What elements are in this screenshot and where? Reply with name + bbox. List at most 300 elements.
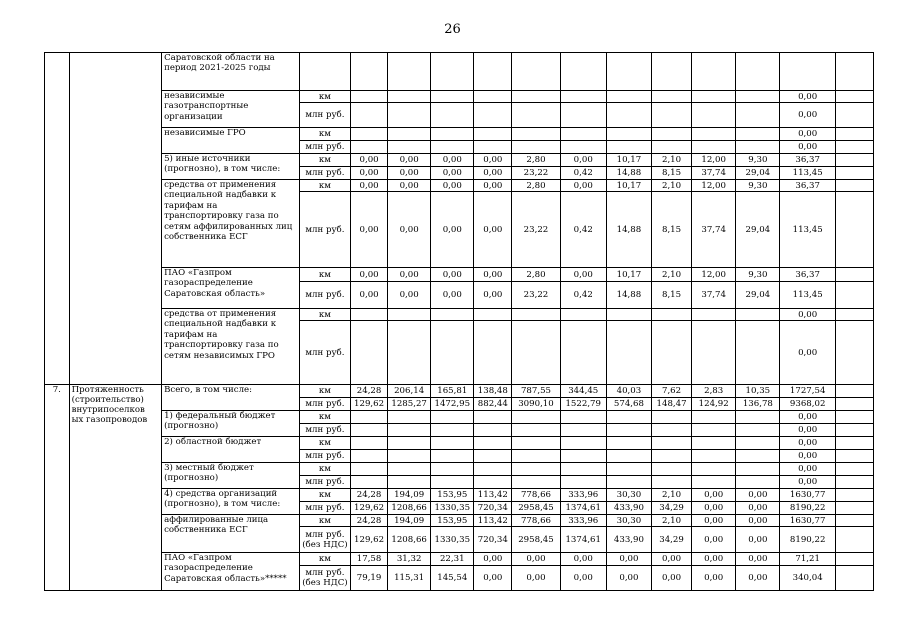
year-value-cell xyxy=(560,321,606,385)
row-label: независимые газотранспортные организации xyxy=(162,91,300,128)
year-value-cell: 0,00 xyxy=(652,566,692,591)
year-value-cell: 113,42 xyxy=(474,489,512,502)
total-cell: 1630,77 xyxy=(780,515,835,527)
year-value-cell: 0,00 xyxy=(351,154,388,167)
year-value-cell: 2,83 xyxy=(692,385,736,398)
year-value-cell xyxy=(351,450,388,463)
year-value-cell xyxy=(736,53,780,91)
year-value-cell: 0,00 xyxy=(512,566,560,591)
year-value-cell xyxy=(736,128,780,141)
year-value-cell: 0,42 xyxy=(560,192,606,268)
empty-cell xyxy=(835,167,873,180)
year-value-cell xyxy=(388,424,431,437)
year-value-cell xyxy=(388,437,431,450)
year-value-cell xyxy=(560,103,606,128)
year-value-cell: 24,28 xyxy=(351,515,388,527)
year-value-cell xyxy=(512,476,560,489)
unit-cell: млн руб. xyxy=(299,398,350,411)
year-value-cell xyxy=(736,424,780,437)
year-value-cell: 34,29 xyxy=(652,527,692,553)
row-label: ПАО «Газпром газораспределение Саратовская область» xyxy=(162,268,300,309)
row-label: независимые ГРО xyxy=(162,128,300,154)
year-value-cell xyxy=(351,309,388,321)
year-value-cell: 14,88 xyxy=(606,192,651,268)
empty-cell xyxy=(835,268,873,282)
year-value-cell: 882,44 xyxy=(474,398,512,411)
year-value-cell xyxy=(512,103,560,128)
year-value-cell: 22,31 xyxy=(431,553,474,566)
year-value-cell: 0,00 xyxy=(474,566,512,591)
year-value-cell: 0,00 xyxy=(692,527,736,553)
year-value-cell: 145,54 xyxy=(431,566,474,591)
year-value-cell xyxy=(560,424,606,437)
year-value-cell: 30,30 xyxy=(606,489,651,502)
year-value-cell: 3090,10 xyxy=(512,398,560,411)
year-value-cell: 37,74 xyxy=(692,192,736,268)
year-value-cell: 1285,27 xyxy=(388,398,431,411)
year-value-cell: 1522,79 xyxy=(560,398,606,411)
total-cell: 9368,02 xyxy=(780,398,835,411)
row-label: 2) областной бюджет xyxy=(162,437,300,463)
year-value-cell xyxy=(560,463,606,476)
year-value-cell: 30,30 xyxy=(606,515,651,527)
year-value-cell: 9,30 xyxy=(736,154,780,167)
total-cell: 1727,54 xyxy=(780,385,835,398)
table-row xyxy=(45,53,874,91)
year-value-cell: 0,00 xyxy=(736,527,780,553)
year-value-cell xyxy=(692,450,736,463)
year-value-cell xyxy=(560,437,606,450)
total-cell: 71,21 xyxy=(780,553,835,566)
total-cell: 0,00 xyxy=(780,450,835,463)
year-value-cell: 0,00 xyxy=(736,566,780,591)
year-value-cell xyxy=(474,437,512,450)
year-value-cell: 0,00 xyxy=(736,489,780,502)
year-value-cell: 0,00 xyxy=(351,167,388,180)
year-value-cell: 787,55 xyxy=(512,385,560,398)
year-value-cell: 0,00 xyxy=(474,553,512,566)
year-value-cell xyxy=(351,411,388,424)
year-value-cell xyxy=(606,411,651,424)
year-value-cell: 0,00 xyxy=(388,180,431,192)
total-cell: 36,37 xyxy=(780,268,835,282)
year-value-cell xyxy=(652,91,692,103)
year-value-cell xyxy=(606,91,651,103)
total-cell: 1630,77 xyxy=(780,489,835,502)
year-value-cell: 0,00 xyxy=(692,489,736,502)
year-value-cell xyxy=(474,321,512,385)
year-value-cell: 2,10 xyxy=(652,268,692,282)
year-value-cell: 0,00 xyxy=(474,192,512,268)
year-value-cell: 12,00 xyxy=(692,154,736,167)
year-value-cell xyxy=(652,128,692,141)
year-value-cell xyxy=(512,424,560,437)
year-value-cell xyxy=(431,424,474,437)
year-value-cell xyxy=(652,476,692,489)
year-value-cell: 0,00 xyxy=(474,180,512,192)
unit-cell: км xyxy=(299,553,350,566)
year-value-cell: 0,00 xyxy=(388,154,431,167)
year-value-cell: 2,10 xyxy=(652,154,692,167)
unit-cell: км xyxy=(299,180,350,192)
empty-cell xyxy=(835,411,873,424)
year-value-cell: 17,58 xyxy=(351,553,388,566)
year-value-cell: 10,17 xyxy=(606,154,651,167)
unit-cell: млн руб. (без НДС) xyxy=(299,527,350,553)
year-value-cell: 23,22 xyxy=(512,282,560,309)
total-cell: 0,00 xyxy=(780,321,835,385)
year-value-cell xyxy=(652,463,692,476)
year-value-cell xyxy=(388,53,431,91)
year-value-cell: 148,47 xyxy=(652,398,692,411)
year-value-cell xyxy=(474,463,512,476)
year-value-cell: 0,00 xyxy=(351,282,388,309)
year-value-cell: 0,00 xyxy=(388,268,431,282)
year-value-cell xyxy=(606,321,651,385)
year-value-cell xyxy=(652,309,692,321)
unit-cell: млн руб. xyxy=(299,192,350,268)
year-value-cell: 0,00 xyxy=(431,154,474,167)
unit-cell: млн руб. xyxy=(299,321,350,385)
year-value-cell: 1330,35 xyxy=(431,527,474,553)
year-value-cell: 8,15 xyxy=(652,167,692,180)
year-value-cell: 0,00 xyxy=(692,566,736,591)
year-value-cell xyxy=(431,141,474,154)
unit-cell: км xyxy=(299,489,350,502)
total-cell: 0,00 xyxy=(780,476,835,489)
year-value-cell xyxy=(652,321,692,385)
year-value-cell: 206,14 xyxy=(388,385,431,398)
year-value-cell: 574,68 xyxy=(606,398,651,411)
year-value-cell: 1208,66 xyxy=(388,527,431,553)
year-value-cell: 1208,66 xyxy=(388,502,431,515)
year-value-cell xyxy=(474,128,512,141)
year-value-cell: 0,42 xyxy=(560,167,606,180)
year-value-cell: 136,78 xyxy=(736,398,780,411)
year-value-cell xyxy=(736,476,780,489)
year-value-cell: 37,74 xyxy=(692,167,736,180)
row-label: средства от применения специальной надбавки к тарифам на транспортировку газа по сетям аффилированных лиц собственника ЕСГ xyxy=(162,180,300,268)
year-value-cell xyxy=(351,424,388,437)
row-label: 1) федеральный бюджет (прогнозно) xyxy=(162,411,300,437)
year-value-cell xyxy=(431,321,474,385)
row-label: 3) местный бюджет (прогнозно) xyxy=(162,463,300,489)
year-value-cell: 344,45 xyxy=(560,385,606,398)
table-row xyxy=(45,515,874,527)
row-label: ПАО «Газпром газораспределение Саратовская область»***** xyxy=(162,553,300,591)
row-label: 4) средства организаций (прогнозно), в том числе: xyxy=(162,489,300,515)
year-value-cell xyxy=(692,411,736,424)
unit-cell: млн руб. xyxy=(299,424,350,437)
year-value-cell: 0,00 xyxy=(388,167,431,180)
year-value-cell xyxy=(388,103,431,128)
year-value-cell: 0,00 xyxy=(388,192,431,268)
year-value-cell xyxy=(560,53,606,91)
year-value-cell: 2,80 xyxy=(512,180,560,192)
item-number-cell: 7. xyxy=(45,385,70,591)
total-cell: 36,37 xyxy=(780,154,835,167)
year-value-cell xyxy=(606,476,651,489)
unit-cell: км xyxy=(299,268,350,282)
year-value-cell xyxy=(512,141,560,154)
year-value-cell xyxy=(560,450,606,463)
table-row xyxy=(45,180,874,192)
year-value-cell: 0,00 xyxy=(474,167,512,180)
year-value-cell: 0,00 xyxy=(560,180,606,192)
total-cell: 0,00 xyxy=(780,91,835,103)
year-value-cell xyxy=(512,91,560,103)
empty-cell xyxy=(835,141,873,154)
empty-cell xyxy=(835,515,873,527)
unit-cell: млн руб. xyxy=(299,141,350,154)
total-cell: 36,37 xyxy=(780,180,835,192)
year-value-cell xyxy=(560,141,606,154)
year-value-cell: 0,00 xyxy=(736,553,780,566)
year-value-cell: 24,28 xyxy=(351,385,388,398)
unit-cell: млн руб. xyxy=(299,103,350,128)
year-value-cell xyxy=(606,53,651,91)
year-value-cell xyxy=(431,463,474,476)
year-value-cell xyxy=(431,128,474,141)
year-value-cell: 40,03 xyxy=(606,385,651,398)
item-number-cell xyxy=(45,53,70,385)
table-row xyxy=(45,154,874,167)
row-label: аффилированные лица собственника ЕСГ xyxy=(162,515,300,553)
unit-cell: км xyxy=(299,463,350,476)
year-value-cell: 23,22 xyxy=(512,167,560,180)
year-value-cell xyxy=(431,437,474,450)
year-value-cell: 0,00 xyxy=(431,167,474,180)
year-value-cell xyxy=(736,309,780,321)
year-value-cell xyxy=(736,450,780,463)
year-value-cell: 194,09 xyxy=(388,489,431,502)
total-cell: 0,00 xyxy=(780,424,835,437)
year-value-cell xyxy=(388,141,431,154)
year-value-cell xyxy=(606,450,651,463)
total-cell: 8190,22 xyxy=(780,502,835,515)
year-value-cell: 0,00 xyxy=(736,515,780,527)
empty-cell xyxy=(835,154,873,167)
table-row xyxy=(45,91,874,103)
unit-cell: млн руб. xyxy=(299,476,350,489)
year-value-cell: 0,00 xyxy=(431,192,474,268)
year-value-cell xyxy=(351,53,388,91)
year-value-cell: 0,00 xyxy=(474,268,512,282)
total-cell: 113,45 xyxy=(780,282,835,309)
year-value-cell: 2,10 xyxy=(652,180,692,192)
year-value-cell: 0,00 xyxy=(351,268,388,282)
year-value-cell xyxy=(474,91,512,103)
year-value-cell xyxy=(736,321,780,385)
item-name-cell xyxy=(69,53,161,385)
year-value-cell: 14,88 xyxy=(606,167,651,180)
year-value-cell xyxy=(736,141,780,154)
year-value-cell xyxy=(474,450,512,463)
year-value-cell: 31,32 xyxy=(388,553,431,566)
total-cell: 340,04 xyxy=(780,566,835,591)
year-value-cell xyxy=(388,463,431,476)
year-value-cell xyxy=(692,463,736,476)
year-value-cell: 29,04 xyxy=(736,282,780,309)
year-value-cell xyxy=(606,437,651,450)
year-value-cell xyxy=(431,450,474,463)
year-value-cell xyxy=(736,463,780,476)
year-value-cell: 720,34 xyxy=(474,502,512,515)
year-value-cell xyxy=(692,437,736,450)
year-value-cell xyxy=(692,424,736,437)
empty-cell xyxy=(835,463,873,476)
year-value-cell xyxy=(431,411,474,424)
year-value-cell: 0,00 xyxy=(431,180,474,192)
empty-cell xyxy=(835,282,873,309)
year-value-cell: 0,42 xyxy=(560,282,606,309)
year-value-cell xyxy=(692,128,736,141)
year-value-cell: 0,00 xyxy=(560,566,606,591)
table-row xyxy=(45,437,874,450)
year-value-cell xyxy=(474,53,512,91)
year-value-cell: 138,48 xyxy=(474,385,512,398)
year-value-cell xyxy=(606,463,651,476)
unit-cell xyxy=(299,53,350,91)
total-cell: 0,00 xyxy=(780,463,835,476)
year-value-cell xyxy=(652,141,692,154)
year-value-cell xyxy=(512,450,560,463)
year-value-cell: 8,15 xyxy=(652,282,692,309)
year-value-cell: 0,00 xyxy=(512,553,560,566)
empty-cell xyxy=(835,424,873,437)
year-value-cell xyxy=(351,321,388,385)
year-value-cell xyxy=(351,437,388,450)
year-value-cell: 7,62 xyxy=(652,385,692,398)
year-value-cell: 0,00 xyxy=(431,282,474,309)
table-row xyxy=(45,463,874,476)
unit-cell: км xyxy=(299,437,350,450)
year-value-cell: 129,62 xyxy=(351,527,388,553)
year-value-cell xyxy=(692,321,736,385)
total-cell: 0,00 xyxy=(780,128,835,141)
year-value-cell: 2,80 xyxy=(512,268,560,282)
year-value-cell: 1374,61 xyxy=(560,502,606,515)
year-value-cell: 0,00 xyxy=(692,553,736,566)
year-value-cell xyxy=(736,437,780,450)
year-value-cell xyxy=(512,53,560,91)
year-value-cell xyxy=(692,103,736,128)
empty-cell xyxy=(835,476,873,489)
year-value-cell xyxy=(351,141,388,154)
total-cell: 113,45 xyxy=(780,167,835,180)
empty-cell xyxy=(835,437,873,450)
year-value-cell xyxy=(388,321,431,385)
unit-cell: км xyxy=(299,91,350,103)
total-cell: 0,00 xyxy=(780,437,835,450)
total-cell: 0,00 xyxy=(780,103,835,128)
year-value-cell xyxy=(388,450,431,463)
table-row xyxy=(45,309,874,321)
year-value-cell xyxy=(692,53,736,91)
year-value-cell: 129,62 xyxy=(351,502,388,515)
year-value-cell: 0,00 xyxy=(606,566,651,591)
year-value-cell: 37,74 xyxy=(692,282,736,309)
year-value-cell xyxy=(351,128,388,141)
year-value-cell: 0,00 xyxy=(474,282,512,309)
year-value-cell: 10,35 xyxy=(736,385,780,398)
year-value-cell xyxy=(388,476,431,489)
year-value-cell xyxy=(606,103,651,128)
year-value-cell: 778,66 xyxy=(512,515,560,527)
row-label: Всего, в том числе: xyxy=(162,385,300,411)
unit-cell: км xyxy=(299,128,350,141)
year-value-cell: 14,88 xyxy=(606,282,651,309)
year-value-cell xyxy=(692,476,736,489)
year-value-cell: 1330,35 xyxy=(431,502,474,515)
year-value-cell: 720,34 xyxy=(474,527,512,553)
year-value-cell xyxy=(652,53,692,91)
year-value-cell xyxy=(351,91,388,103)
empty-cell xyxy=(835,502,873,515)
year-value-cell xyxy=(431,103,474,128)
empty-cell xyxy=(835,91,873,103)
year-value-cell xyxy=(431,53,474,91)
total-cell: 8190,22 xyxy=(780,527,835,553)
year-value-cell: 0,00 xyxy=(736,502,780,515)
year-value-cell xyxy=(388,411,431,424)
year-value-cell xyxy=(474,411,512,424)
year-value-cell: 8,15 xyxy=(652,192,692,268)
year-value-cell xyxy=(351,463,388,476)
year-value-cell xyxy=(474,103,512,128)
year-value-cell xyxy=(512,437,560,450)
year-value-cell: 79,19 xyxy=(351,566,388,591)
year-value-cell: 433,90 xyxy=(606,502,651,515)
empty-cell xyxy=(835,309,873,321)
year-value-cell xyxy=(474,141,512,154)
year-value-cell xyxy=(736,91,780,103)
year-value-cell xyxy=(692,91,736,103)
year-value-cell: 29,04 xyxy=(736,192,780,268)
year-value-cell: 433,90 xyxy=(606,527,651,553)
year-value-cell: 0,00 xyxy=(560,553,606,566)
year-value-cell xyxy=(652,437,692,450)
year-value-cell xyxy=(512,321,560,385)
budget-table xyxy=(44,52,874,591)
year-value-cell xyxy=(560,309,606,321)
year-value-cell: 2,10 xyxy=(652,489,692,502)
year-value-cell: 9,30 xyxy=(736,268,780,282)
year-value-cell xyxy=(692,309,736,321)
year-value-cell: 29,04 xyxy=(736,167,780,180)
item-name-cell: Протяженность (строительство) внутрипоселков ых газопроводов xyxy=(69,385,161,591)
year-value-cell xyxy=(512,128,560,141)
empty-cell xyxy=(835,553,873,566)
year-value-cell xyxy=(388,128,431,141)
empty-cell xyxy=(835,398,873,411)
unit-cell: млн руб. (без НДС) xyxy=(299,566,350,591)
year-value-cell: 124,92 xyxy=(692,398,736,411)
empty-cell xyxy=(835,321,873,385)
year-value-cell xyxy=(512,309,560,321)
empty-cell xyxy=(835,103,873,128)
unit-cell: млн руб. xyxy=(299,450,350,463)
year-value-cell xyxy=(692,141,736,154)
year-value-cell: 2,80 xyxy=(512,154,560,167)
total-cell: 0,00 xyxy=(780,141,835,154)
year-value-cell: 2958,45 xyxy=(512,502,560,515)
year-value-cell xyxy=(606,424,651,437)
year-value-cell xyxy=(474,309,512,321)
table-row xyxy=(45,553,874,566)
year-value-cell: 0,00 xyxy=(560,154,606,167)
empty-cell xyxy=(835,180,873,192)
